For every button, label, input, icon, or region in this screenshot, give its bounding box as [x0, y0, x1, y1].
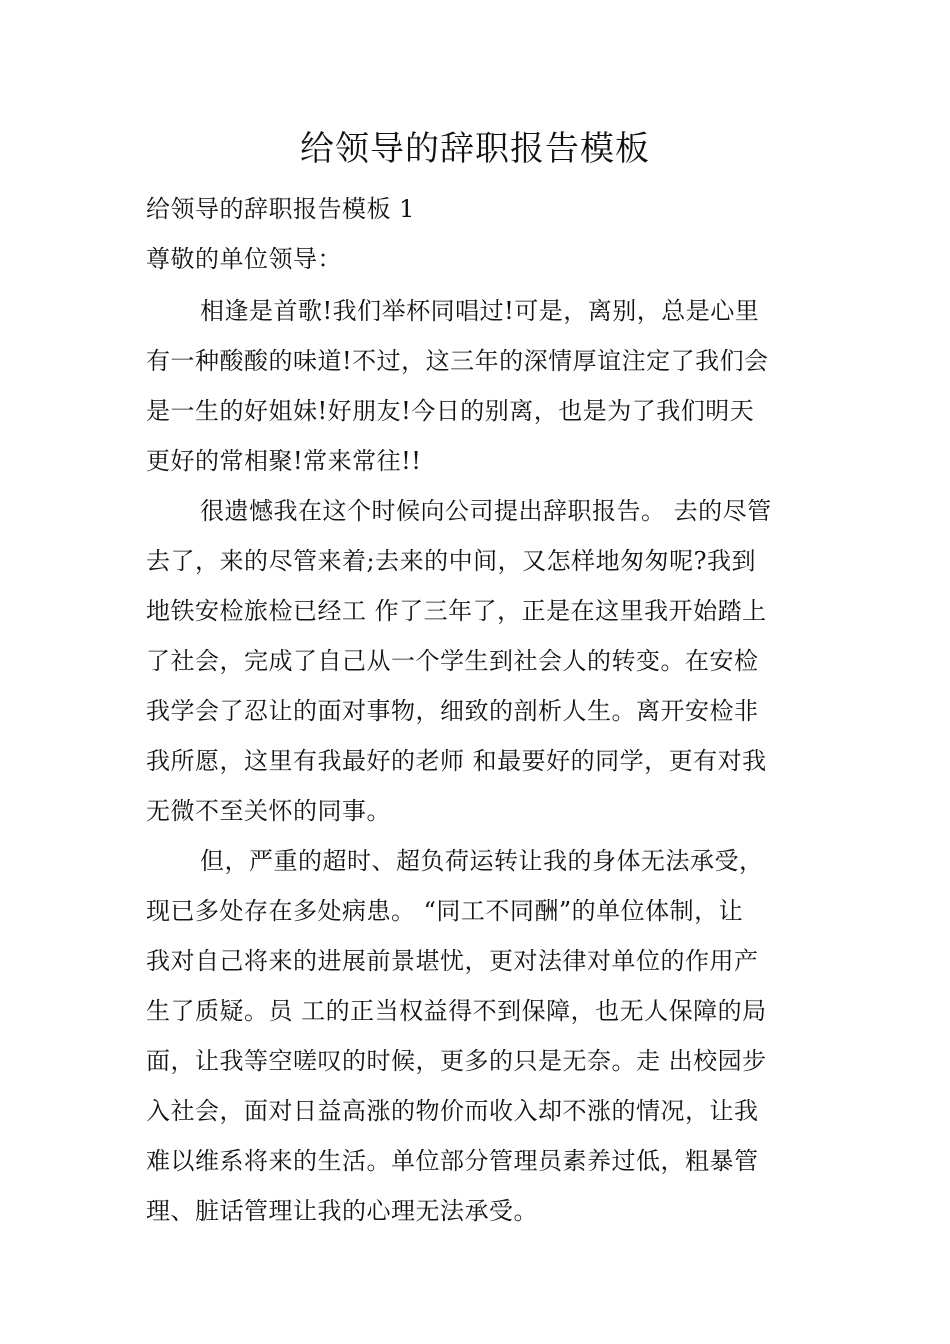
paragraph-2-line-2: 去了，来的尽管来着;去来的中间，又怎样地匆匆呢?我到 — [146, 547, 756, 575]
paragraph-3-line-7: 难以维系将来的生活。单位部分管理员素养过低，粗暴管 — [146, 1147, 759, 1175]
salutation: 尊敬的单位领导： — [146, 245, 342, 273]
paragraph-2-line-6: 我所愿，这里有我最好的老师 和最要好的同学，更有对我 — [146, 747, 767, 775]
paragraph-1-line-4: 更好的常相聚!常来常往!! — [146, 447, 422, 475]
paragraph-2-line-3: 地铁安检旅检已经工 作了三年了，正是在这里我开始踏上 — [146, 597, 767, 625]
document-title: 给领导的辞职报告模板 — [300, 129, 650, 169]
paragraph-3-line-2: 现已多处存在多处病患。 “同工不同酬”的单位体制，让 — [146, 897, 744, 925]
paragraph-3-line-8: 理、脏话管理让我的心理无法承受。 — [146, 1197, 538, 1225]
paragraph-2-line-1: 很遗憾我在这个时候向公司提出辞职报告。 去的尽管 — [200, 497, 772, 525]
paragraph-2-line-7: 无微不至关怀的同事。 — [146, 797, 391, 825]
paragraph-3-line-1: 但，严重的超时、超负荷运转让我的身体无法承受， — [200, 847, 764, 875]
paragraph-1-line-1: 相逢是首歌!我们举杯同唱过!可是，离别，总是心里 — [200, 297, 760, 325]
paragraph-1-line-3: 是一生的好姐妹!好朋友!今日的别离，也是为了我们明天 — [146, 397, 755, 425]
paragraph-1-line-2: 有一种酸酸的味道!不过，这三年的深情厚谊注定了我们会 — [146, 347, 769, 375]
paragraph-2-line-4: 了社会，完成了自己从一个学生到社会人的转变。在安检 — [146, 647, 759, 675]
paragraph-2-line-5: 我学会了忍让的面对事物，细致的剖析人生。离开安检非 — [146, 697, 759, 725]
paragraph-3-line-6: 入社会，面对日益高涨的物价而收入却不涨的情况，让我 — [146, 1097, 759, 1125]
section-heading: 给领导的辞职报告模板 1 — [146, 195, 415, 223]
paragraph-3-line-5: 面，让我等空嗟叹的时候，更多的只是无奈。走 出校园步 — [146, 1047, 767, 1075]
paragraph-3-line-3: 我对自己将来的进展前景堪忧，更对法律对单位的作用产 — [146, 947, 759, 975]
paragraph-3-line-4: 生了质疑。员 工的正当权益得不到保障，也无人保障的局 — [146, 997, 767, 1025]
